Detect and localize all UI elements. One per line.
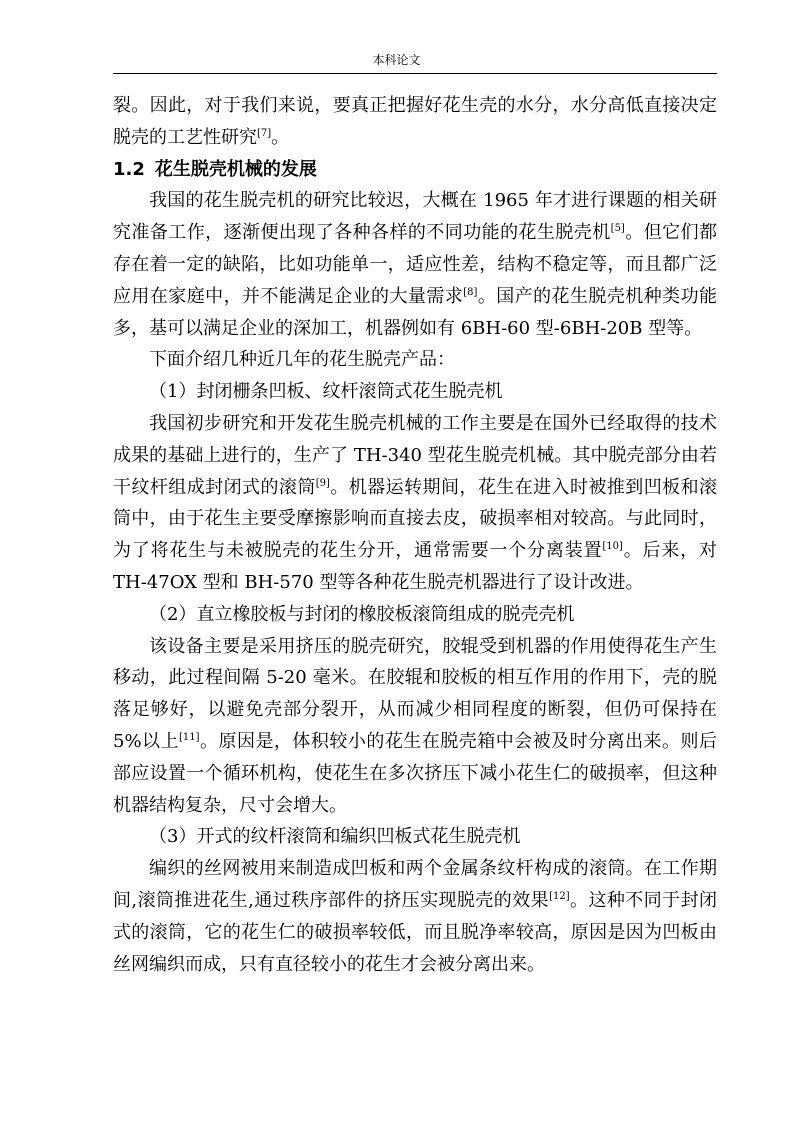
citation-ref: [5] [610,223,625,235]
paragraph [113,408,717,599]
subsection-title: （1）封闭栅条凹板、纹杆滚筒式花生脱壳机 [149,381,503,403]
subsection-title: （2）直立橡胶板与封闭的橡胶板滚筒组成的脱壳壳机 [149,603,575,625]
citation-ref: [11] [179,731,200,743]
paragraph-text: 。这种不同于封闭式的滚筒，它的花生仁的破损率较低，而且脱净率较高，原因是因为凹板由丝网编织而成，只有直径较小的花生才会被分离出来。 [113,889,717,975]
subsection-heading [113,821,717,853]
citation-ref: [10] [602,541,623,553]
subsection-title: （3）开式的纹杆滚筒和编织凹板式花生脱壳机 [149,826,521,848]
citation-ref: [7] [257,127,272,139]
section-title: 花生脱壳机械的发展 [154,158,317,180]
running-header: 本科论文 [372,53,421,67]
subsection-heading [113,599,717,631]
section-heading [113,154,717,186]
paragraph-text: 。 [271,126,290,148]
citation-ref: [12] [549,890,570,902]
paragraph-text: 下面介绍几种近几年的花生脱壳产品： [149,349,455,371]
paragraph [113,185,717,344]
paragraph [113,631,717,822]
paragraph [113,344,717,376]
paragraph-text: 我国初步研究和开发花生脱壳机械的工作主要是在国外已经取得的技术成果的基础上进行的，生产了 TH-340 型花生脱壳机械。其中脱壳部分由若干纹杆组成封闭式的滚筒 [113,412,717,498]
paragraph-text: 。国产的花生脱壳机种类功能多，基可以满足企业的深加工，机器例如有 6BH-60 型-6BH-20B 型等。 [113,285,718,339]
paragraph-text: 编织的丝网被用来制造成凹板和两个金属条纹杆构成的滚筒。在工作期间,滚筒推进花生,通过秩序部件的挤压实现脱壳的效果 [113,858,717,911]
paragraph-text: 。机器运转期间，花生在进入时被推到凹板和滚筒中，由于花生主要受摩擦影响而直接去皮，破损率相对较高。与此同时，为了将花生与未被脱壳的花生分开，通常需要一个分离装置 [113,476,718,562]
page-body [113,90,717,980]
paragraph-text: 裂。因此，对于我们来说，要真正把握好花生壳的水分，水分高低直接决定脱壳的工艺性研究 [113,95,717,148]
paragraph-text: 。后来，对 TH-47OX 型和 BH-570 型等各种花生脱壳机器进行了设计改进。 [113,540,717,593]
citation-ref: [8] [463,286,478,298]
subsection-heading [113,376,717,408]
paragraph [113,853,717,980]
paragraph-text: 该设备主要是采用挤压的脱壳研究，胶辊受到机器的作用使得花生产生移动，此过程间隔 5-20 毫米。在胶辊和胶板的相互作用的作用下，壳的脱落足够好，以避免壳部分裂开，从而减少相同程度的断裂，但仍可保持在 5%以上 [113,635,717,752]
paragraph-text: 。原因是，体积较小的花生在脱壳箱中会被及时分离出来。则后部应设置一个循环机构，使花生在多次挤压下减小花生仁的破损率，但这种机器结构复杂，尺寸会增大。 [113,730,717,816]
section-number: 1.2 [113,158,145,180]
citation-ref: [9] [315,477,330,489]
paragraph-text: 我国的花生脱壳机的研究比较迟，大概在 1965 年才进行课题的相关研究准备工作，逐渐便出现了各种各样的不同功能的花生脱壳机 [113,190,717,244]
paragraph-continued [113,90,717,154]
paragraph-text: 。但它们都存在着一定的缺陷，比如功能单一，适应性差，结构不稳定等，而且都广泛应用在家庭中，并不能满足企业的大量需求 [113,222,718,307]
header-rule [113,73,717,74]
